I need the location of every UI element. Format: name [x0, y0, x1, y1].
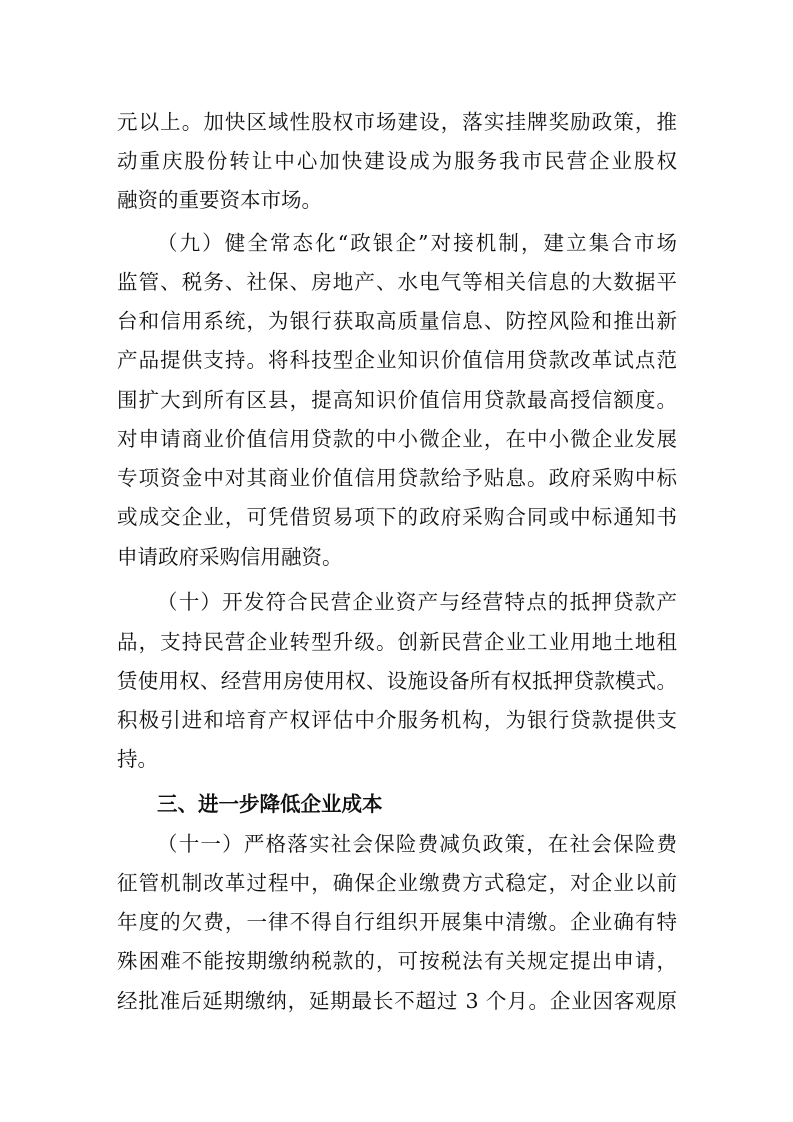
- paragraph-line: 经批准后延期缴纳，延期最长不超过 3 个月。企业因客观原: [117, 989, 677, 1013]
- paragraph-line: 品，支持民营企业转型升级。创新民营企业工业用地土地租: [117, 630, 677, 654]
- paragraph-line: 对申请商业价值信用贷款的中小微企业，在中小微企业发展: [117, 427, 677, 451]
- paragraph-line: 监管、税务、社保、房地产、水电气等相关信息的大数据平: [117, 270, 677, 294]
- paragraph-line: 元以上。加快区域性股权市场建设，落实挂牌奖励政策，推: [117, 110, 677, 134]
- paragraph-line: 围扩大到所有区县，提高知识价值信用贷款最高授信额度。: [117, 388, 677, 412]
- paragraph-line: 专项资金中对其商业价值信用贷款给予贴息。政府采购中标: [117, 466, 677, 490]
- paragraph-line: （九）健全常态化“政银企”对接机制，建立集合市场: [157, 231, 677, 255]
- paragraph-line: （十一）严格落实社会保险费减负政策，在社会保险费: [157, 832, 677, 856]
- paragraph-line: 殊困难不能按期缴纳税款的，可按税法有关规定提出申请，: [117, 949, 677, 973]
- paragraph-line: 动重庆股份转让中心加快建设成为服务我市民营企业股权: [117, 149, 677, 173]
- section-heading: 三、进一步降低企业成本: [157, 792, 383, 816]
- paragraph-line: 台和信用系统，为银行获取高质量信息、防控风险和推出新: [117, 309, 677, 333]
- paragraph-line: 积极引进和培育产权评估中介服务机构，为银行贷款提供支: [117, 708, 677, 732]
- paragraph-line: 赁使用权、经营用房使用权、设施设备所有权抵押贷款模式。: [117, 669, 677, 693]
- paragraph-line: 持。: [117, 747, 158, 771]
- paragraph-line: 产品提供支持。将科技型企业知识价值信用贷款改革试点范: [117, 348, 677, 372]
- paragraph-line: 申请政府采购信用融资。: [117, 545, 343, 569]
- paragraph-line: 或成交企业，可凭借贸易项下的政府采购合同或中标通知书: [117, 505, 677, 529]
- paragraph-line: 征管机制改革过程中，确保企业缴费方式稳定，对企业以前: [117, 871, 677, 895]
- paragraph-line: （十）开发符合民营企业资产与经营特点的抵押贷款产: [157, 590, 677, 614]
- paragraph-line: 融资的重要资本市场。: [117, 188, 322, 212]
- paragraph-line: 年度的欠费，一律不得自行组织开展集中清缴。企业确有特: [117, 910, 677, 934]
